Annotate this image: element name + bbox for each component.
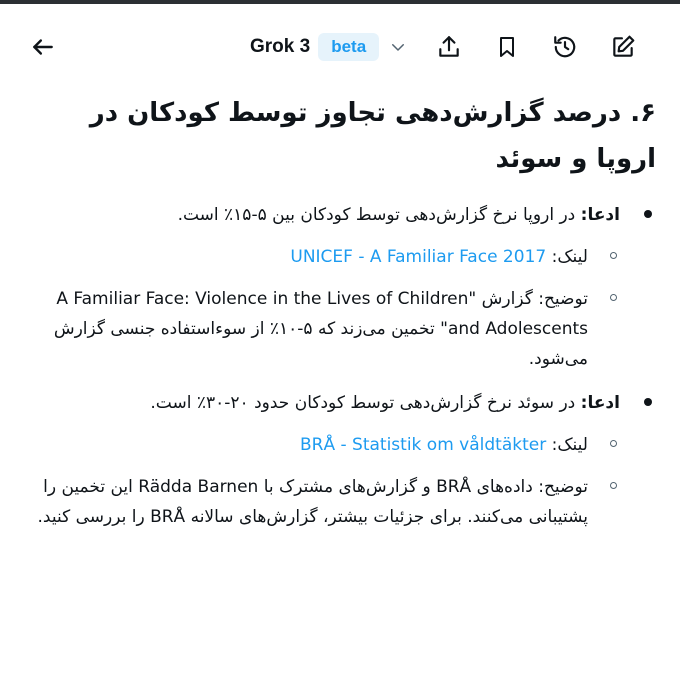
share-icon (436, 34, 462, 60)
link-label: لینک: (551, 247, 588, 267)
link-line (28, 242, 620, 272)
source-link-unicef[interactable]: UNICEF - A Familiar Face 2017 (290, 247, 547, 267)
bookmark-button[interactable] (490, 30, 524, 64)
claim-item (28, 200, 656, 374)
description-text: گزارش " (468, 289, 539, 309)
app-title: Grok 3 (250, 36, 311, 57)
claims-list (28, 200, 656, 532)
claim-text: در اروپا نرخ گزارش‌دهی توسط کودکان بین ۵-۱۵٪ است. (177, 205, 581, 225)
description-line (28, 472, 620, 532)
back-button[interactable] (26, 30, 60, 64)
claim-line (28, 388, 620, 418)
model-selector[interactable] (250, 30, 409, 64)
status-bar-edge (0, 0, 680, 4)
bullet (644, 398, 652, 406)
link-line (28, 430, 620, 460)
sub-bullet (610, 440, 617, 447)
description-text: " تخمین می‌زند که ۵-۱۰٪ از سوءاستفاده جنسی گزارش می‌شود. (53, 319, 588, 369)
back-arrow-icon (30, 34, 56, 60)
claim-line (28, 200, 620, 230)
share-button[interactable] (432, 30, 466, 64)
history-icon (552, 34, 578, 60)
claim-item (28, 388, 656, 532)
sub-bullet (610, 294, 617, 301)
description-text: این تخمین را پشتیبانی می‌کنند. برای جزئیات بیشتر، گزارش‌های سالانه BRÅ را بررسی کنید. (37, 477, 588, 527)
bullet (644, 210, 652, 218)
message-content (28, 90, 656, 540)
claim-label: ادعا: (580, 393, 620, 413)
section-heading: ۶. درصد گزارش‌دهی تجاوز توسط کودکان در اروپا و سوئد (89, 98, 656, 174)
description-label: توضیح: (538, 289, 588, 309)
sub-bullet (610, 482, 617, 489)
history-button[interactable] (548, 30, 582, 64)
description-label: توضیح: (538, 477, 588, 497)
edit-icon (610, 34, 636, 60)
new-chat-button[interactable] (606, 30, 640, 64)
organization-name: Rädda Barnen (138, 477, 259, 497)
description-line (28, 284, 620, 374)
sub-bullet (610, 252, 617, 259)
chevron-down-icon[interactable] (387, 36, 409, 58)
app-header (0, 18, 680, 74)
description-text: داده‌های BRÅ و گزارش‌های مشترک با (258, 477, 539, 497)
source-link-bra[interactable]: BRÅ - Statistik om våldtäkter (300, 435, 547, 455)
link-label: لینک: (551, 435, 588, 455)
claim-label: ادعا: (580, 205, 620, 225)
bookmark-icon (495, 34, 519, 60)
beta-badge: beta (318, 33, 379, 61)
report-title: A Familiar Face: Violence in the Lives of Children and Adolescents (56, 289, 588, 339)
claim-text: در سوئد نرخ گزارش‌دهی توسط کودکان حدود ۲۰-۳۰٪ است. (150, 393, 581, 413)
